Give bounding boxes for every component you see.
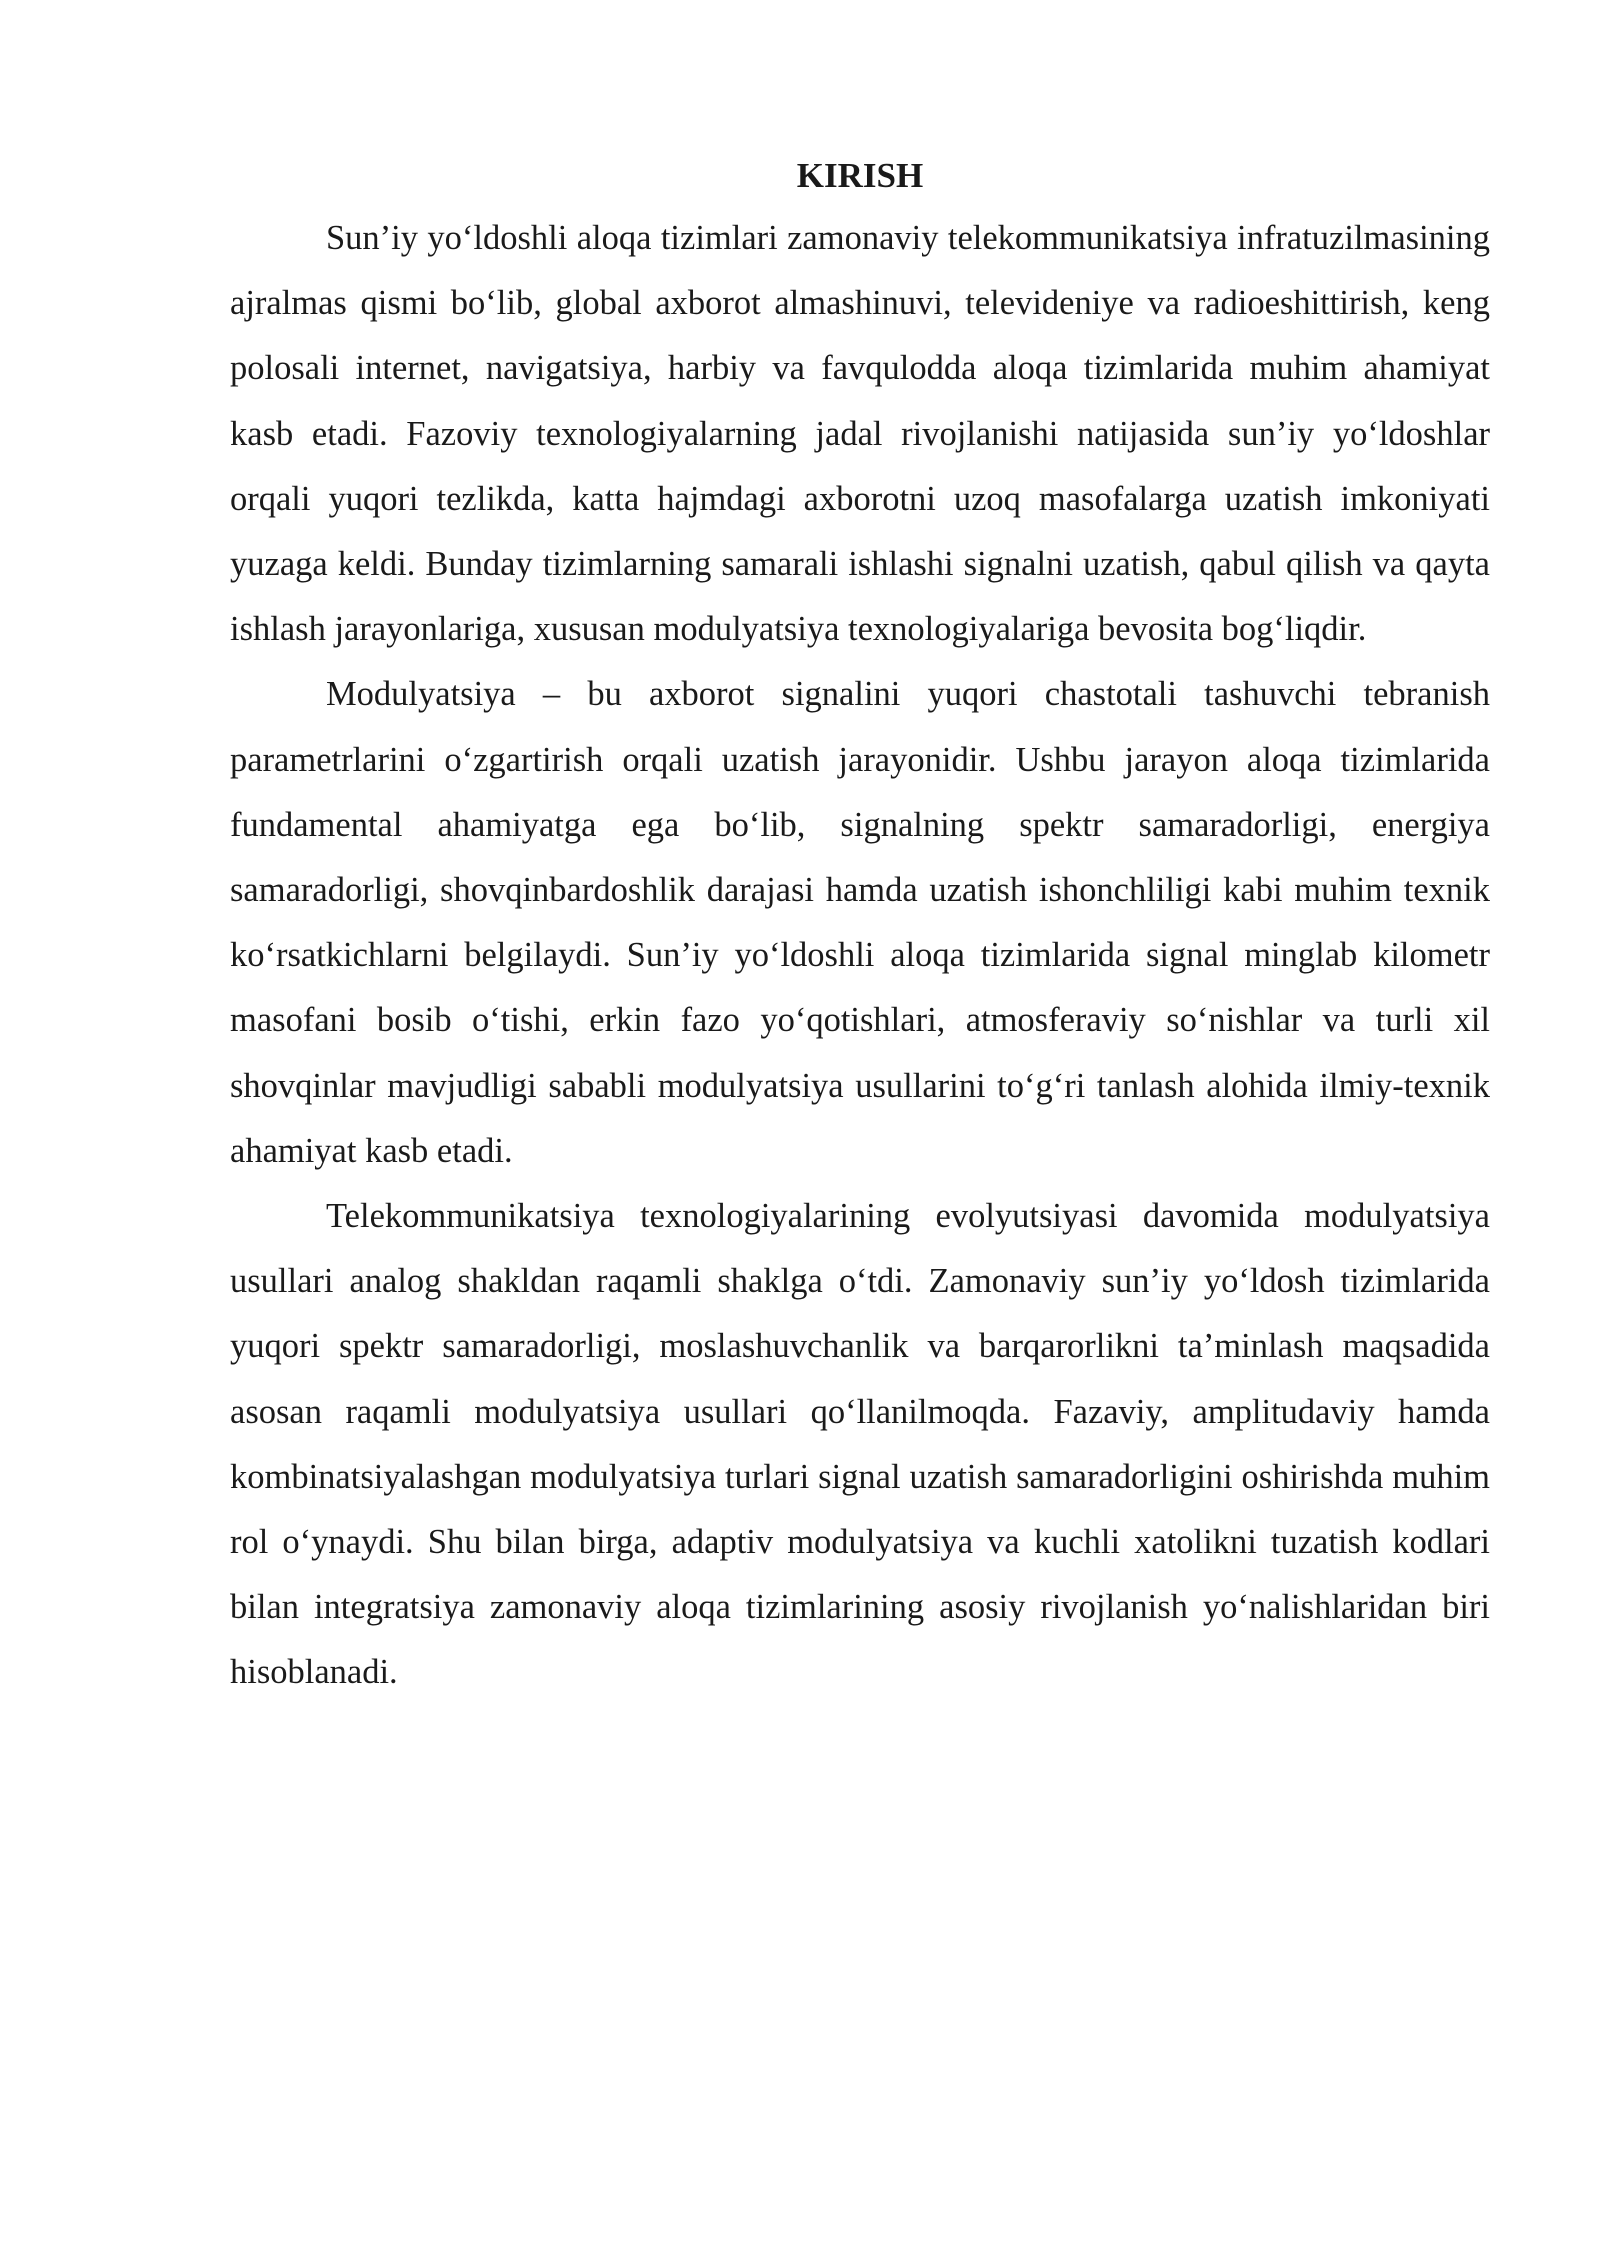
section-heading: KIRISH xyxy=(796,156,924,195)
document-body xyxy=(230,146,1490,1706)
paragraph-3: Telekommunikatsiya texnologiyalarining evolyutsiyasi davomida modulyatsiya usullari analog shakldan raqamli shaklga o‘tdi. Zamonaviy sun’iy yo‘ldosh tizimlarida yuqori spektr samaradorligi, moslashuvchanlik va barqarorlikni ta’minlash maqsadida asosan raqamli modulyatsiya usullari qo‘llanilmoqda. Fazaviy, amplitudaviy hamda kombinatsiyalashgan modulyatsiya turlari signal uzatish samaradorligini oshirishda muhim rol o‘ynaydi. Shu bilan birga, adaptiv modulyatsiya va kuchli xatolikni tuzatish kodlari bilan integratsiya zamonaviy aloqa tizimlarining asosiy rivojlanish yo‘nalishlaridan biri hisoblanadi. xyxy=(230,1197,1490,1692)
paragraph-2: Modulyatsiya – bu axborot signalini yuqori chastotali tashuvchi tebranish parametrlarini o‘zgartirish orqali uzatish jarayonidir. Ushbu jarayon aloqa tizimlarida fundamental ahamiyatga ega bo‘lib, signalning spektr samaradorligi, energiya samaradorligi, shovqinbardoshlik darajasi hamda uzatish ishonchliligi kabi muhim texnik ko‘rsatkichlarni belgilaydi. Sun’iy yo‘ldoshli aloqa tizimlarida signal minglab kilometr masofani bosib o‘tishi, erkin fazo yo‘qotishlari, atmosferaviy so‘nishlar va turli xil shovqinlar mavjudligi sababli modulyatsiya usullarini to‘g‘ri tanlash alohida ilmiy-texnik ahamiyat kasb etadi. xyxy=(230,675,1490,1170)
paragraph-1: Sun’iy yo‘ldoshli aloqa tizimlari zamonaviy telekommunikatsiya infratuzilmasining ajralmas qismi bo‘lib, global axborot almashinuvi, televideniye va radioeshittirish, keng polosali internet, navigatsiya, harbiy va favqulodda aloqa tizimlarida muhim ahamiyat kasb etadi. Fazoviy texnologiyalarning jadal rivojlanishi natijasida sun’iy yo‘ldoshlar orqali yuqori tezlikda, katta hajmdagi axborotni uzoq masofalarga uzatish imkoniyati yuzaga keldi. Bunday tizimlarning samarali ishlashi signalni uzatish, qabul qilish va qayta ishlash jarayonlariga, xususan modulyatsiya texnologiyalariga bevosita bog‘liqdir. xyxy=(230,219,1490,649)
